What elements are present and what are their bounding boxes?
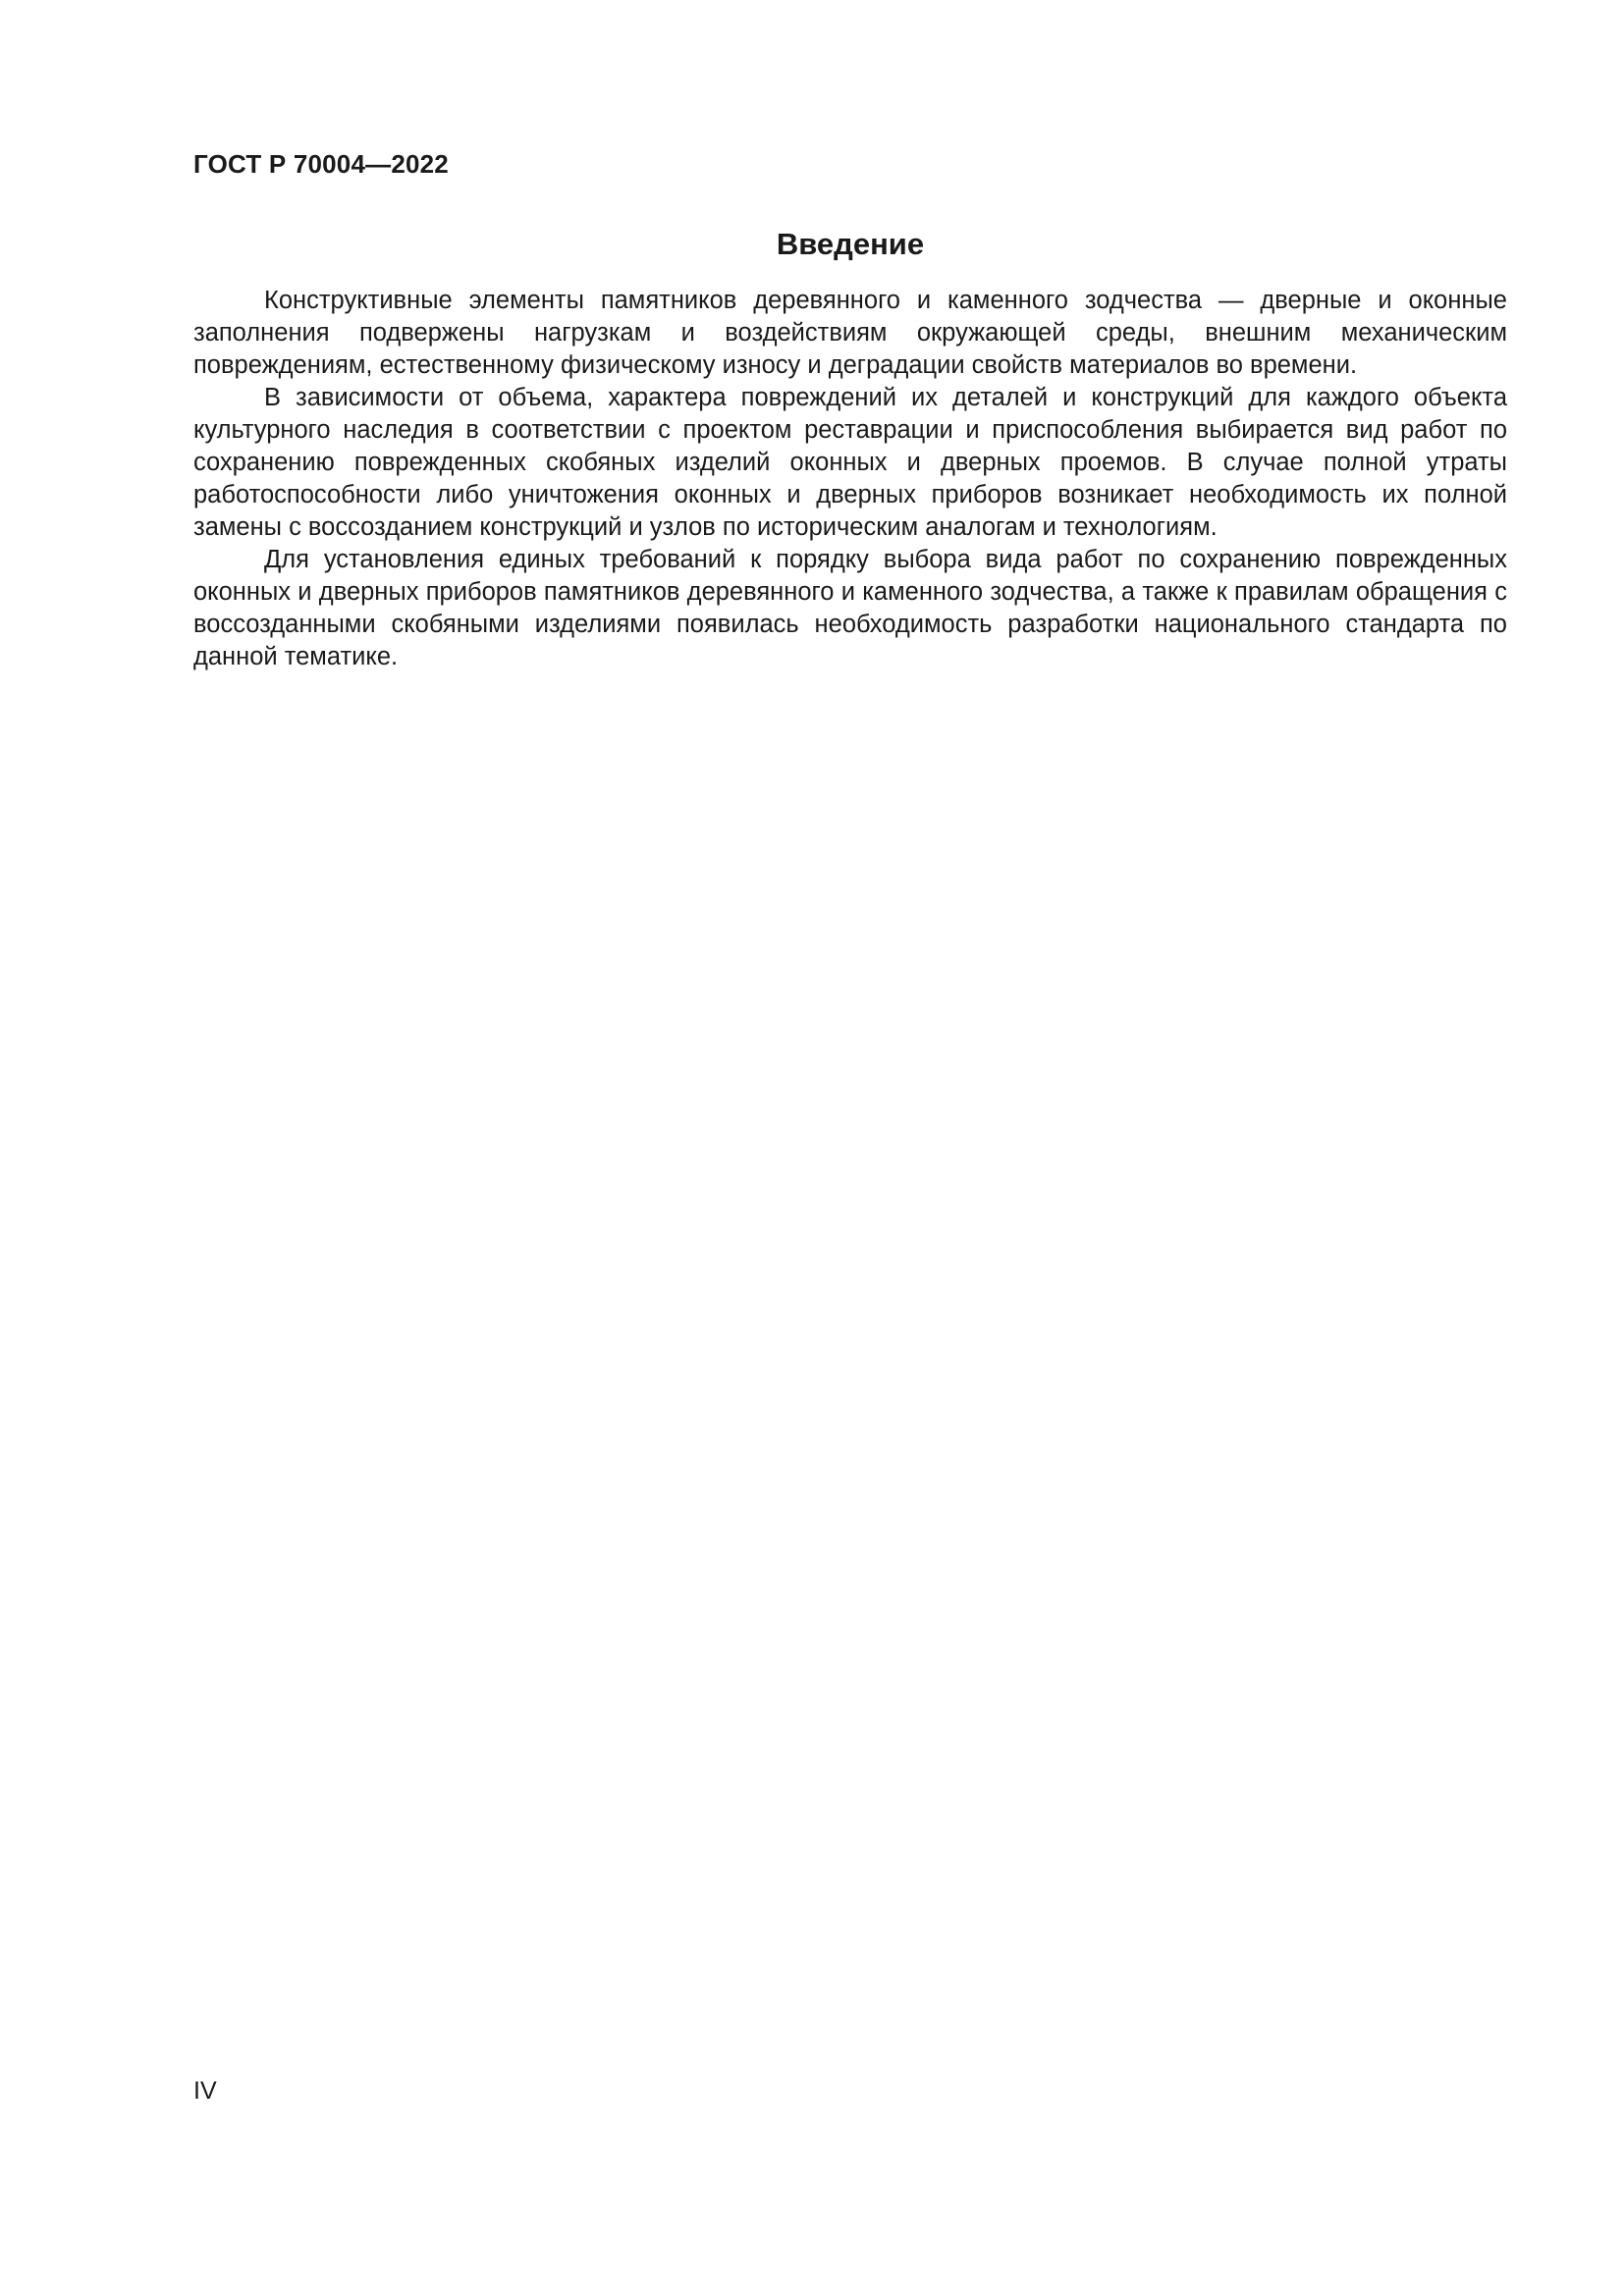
document-standard-header: ГОСТ Р 70004—2022 xyxy=(193,149,449,179)
paragraph-3: Для установления единых требований к порядку выбора вида работ по сохранению поврежденных оконных и дверных приборов памятников деревянного и каменного зодчества, а также к правилам обращения с воссозданными скобяными изделиями появилась необходимость разработки национального стандарта по данной тематике. xyxy=(193,546,1507,670)
introduction-body xyxy=(193,285,1507,673)
paragraph-1: Конструктивные элементы памятников деревянного и каменного зодчества — дверные и оконные заполнения подвержены нагрузкам и воздействиям окружающей среды, внешним механическим повреждениям, естественному физическому износу и деградации свойств материалов во времени. xyxy=(193,287,1507,379)
page-number: IV xyxy=(193,2077,217,2105)
paragraph-2: В зависимости от объема, характера повреждений их деталей и конструкций для каждого объекта культурного наследия в соответствии с проектом реставрации и приспособления выбирается вид работ по сохранению поврежденных скобяных изделий оконных и дверных проемов. В случае полной утраты работоспособности либо уничтожения оконных и дверных приборов возникает необходимость их полной замены с воссозданием конструкций и узлов по историческим аналогам и технологиям. xyxy=(193,384,1507,541)
section-title: Введение xyxy=(776,227,925,261)
